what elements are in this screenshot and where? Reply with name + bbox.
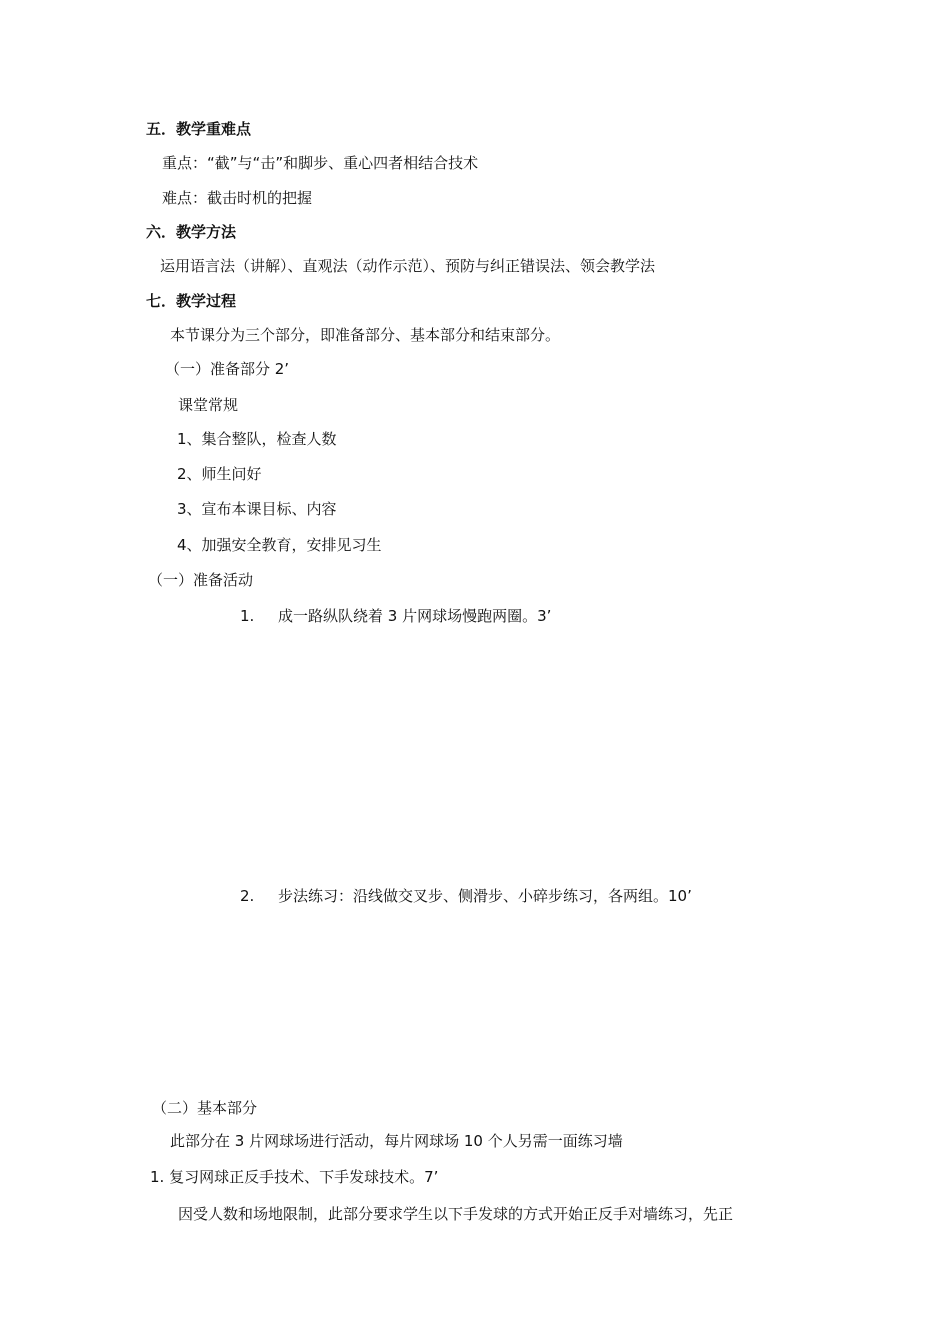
section-seven-heading: 七．教学过程: [146, 292, 237, 310]
routine-item: 3、宣布本课目标、内容: [177, 500, 337, 518]
activity-item-number: 1.: [240, 607, 255, 625]
process-intro-text: 本节课分为三个部分，即准备部分、基本部分和结束部分。: [170, 326, 561, 344]
teaching-methods-text: 运用语言法（讲解）、直观法（动作示范）、预防与纠正错误法、领会教学法: [160, 257, 656, 275]
section-five-heading: 五．教学重难点: [146, 120, 252, 138]
section-six-heading: 六．教学方法: [146, 223, 237, 241]
classroom-routine-title: 课堂常规: [178, 396, 239, 414]
basic-part-desc: 此部分在 3 片网球场进行活动，每片网球场 10 个人另需一面练习墙: [170, 1132, 623, 1150]
basic-item-1: 1. 复习网球正反手技术、下手发球技术。7’: [150, 1168, 439, 1186]
basic-part-title: （二）基本部分: [152, 1099, 258, 1117]
routine-item: 4、加强安全教育，安排见习生: [177, 536, 382, 554]
basic-item-1-desc: 因受人数和场地限制，此部分要求学生以下手发球的方式开始正反手对墙练习，先正: [178, 1205, 734, 1223]
activity-item-text: 成一路纵队绕着 3 片网球场慢跑两圈。3’: [278, 607, 552, 625]
activity-item-text: 步法练习：沿线做交叉步、侧滑步、小碎步练习，各两组。10’: [278, 887, 692, 905]
activity-item-number: 2.: [240, 887, 255, 905]
prep-activity-title: （一）准备活动: [148, 571, 254, 589]
key-point-text: 重点：“截”与“击”和脚步、重心四者相结合技术: [162, 154, 479, 172]
routine-item: 2、师生问好: [177, 465, 262, 483]
difficulty-text: 难点：截击时机的把握: [162, 189, 313, 207]
routine-item: 1、集合整队，检查人数: [177, 430, 337, 448]
prep-part-title: （一）准备部分 2’: [165, 360, 290, 378]
